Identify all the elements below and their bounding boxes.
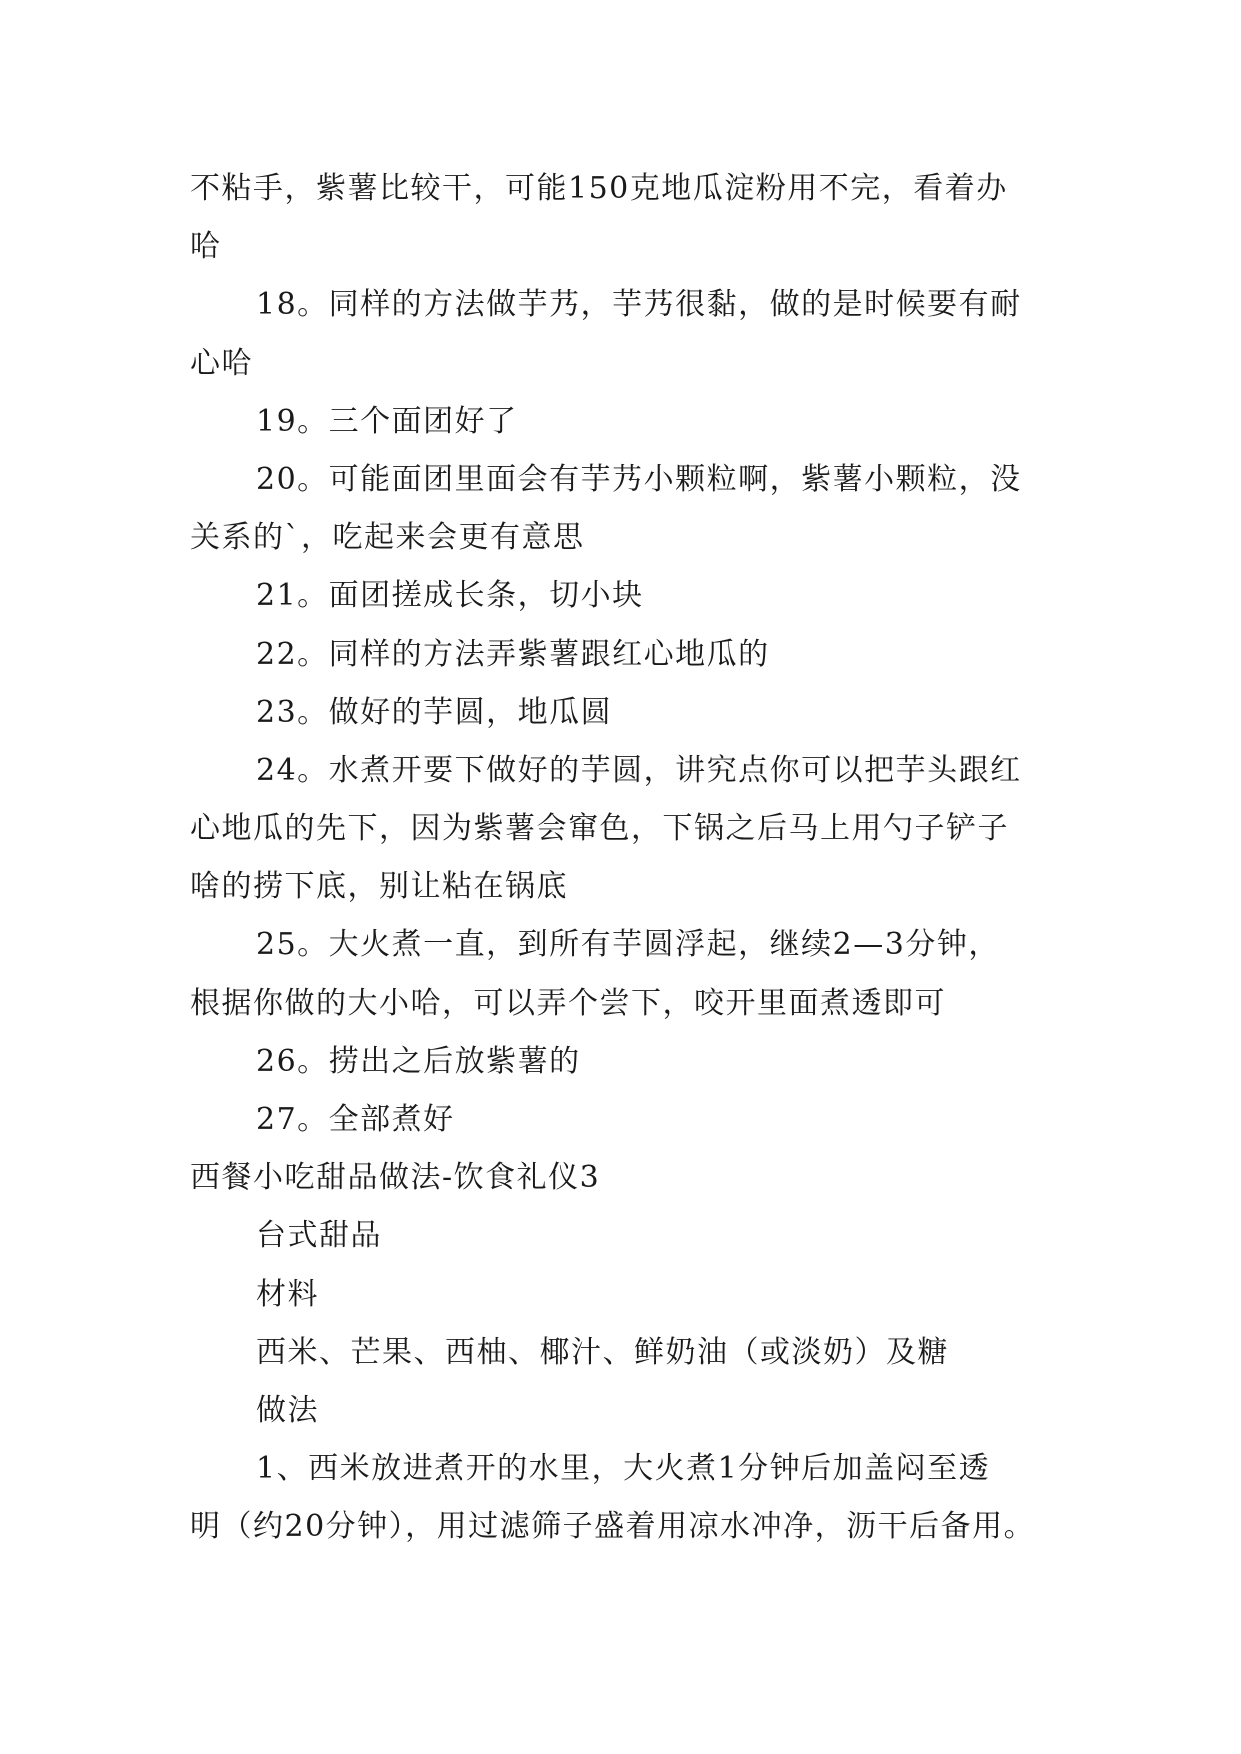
recipe-title: 台式甜品 xyxy=(256,1218,382,1254)
step-line: 22。同样的方法弄紫薯跟红心地瓜的 xyxy=(256,636,770,672)
text-line: 心哈 xyxy=(190,345,253,381)
text-line: 心地瓜的先下，因为紫薯会窜色，下锅之后马上用勺子铲子 xyxy=(190,811,1009,847)
step-line: 18。同样的方法做芋艿，芋艿很黏，做的是时候要有耐 xyxy=(256,287,1022,323)
ingredients-heading: 材料 xyxy=(256,1276,319,1312)
ingredients-list: 西米、芒果、西柚、椰汁、鲜奶油（或淡奶）及糖 xyxy=(256,1334,949,1370)
text-line: 关系的`，吃起来会更有意思 xyxy=(190,520,585,556)
step-line: 24。水煮开要下做好的芋圆，讲究点你可以把芋头跟红 xyxy=(256,752,1022,788)
text-line: 不粘手，紫薯比较干，可能150克地瓜淀粉用不完，看着办 xyxy=(190,171,1008,206)
section-heading: 西餐小吃甜品做法-饮食礼仪3 xyxy=(190,1160,601,1196)
step-line: 19。三个面团好了 xyxy=(256,403,518,439)
step-line: 26。捞出之后放紫薯的 xyxy=(256,1043,581,1079)
text-line: 啥的捞下底，别让粘在锅底 xyxy=(190,869,568,905)
document-body xyxy=(190,160,1060,1557)
step-line: 1、西米放进煮开的水里，大火煮1分钟后加盖闷至透 xyxy=(256,1451,991,1487)
step-line: 23。做好的芋圆，地瓜圆 xyxy=(256,694,613,730)
step-line: 20。可能面团里面会有芋艿小颗粒啊，紫薯小颗粒，没 xyxy=(256,461,1022,497)
text-line: 哈 xyxy=(190,229,222,265)
step-line: 27。全部煮好 xyxy=(256,1102,455,1137)
step-line: 21。面团搓成长条，切小块 xyxy=(256,578,644,614)
method-heading: 做法 xyxy=(256,1392,319,1428)
text-line: 明（约20分钟），用过滤筛子盛着用凉水冲净，沥干后备用。 xyxy=(190,1509,1036,1545)
step-line: 25。大火煮一直，到所有芋圆浮起，继续2—3分钟， xyxy=(256,927,1000,963)
text-line: 根据你做的大小哈，可以弄个尝下，咬开里面煮透即可 xyxy=(190,985,946,1021)
